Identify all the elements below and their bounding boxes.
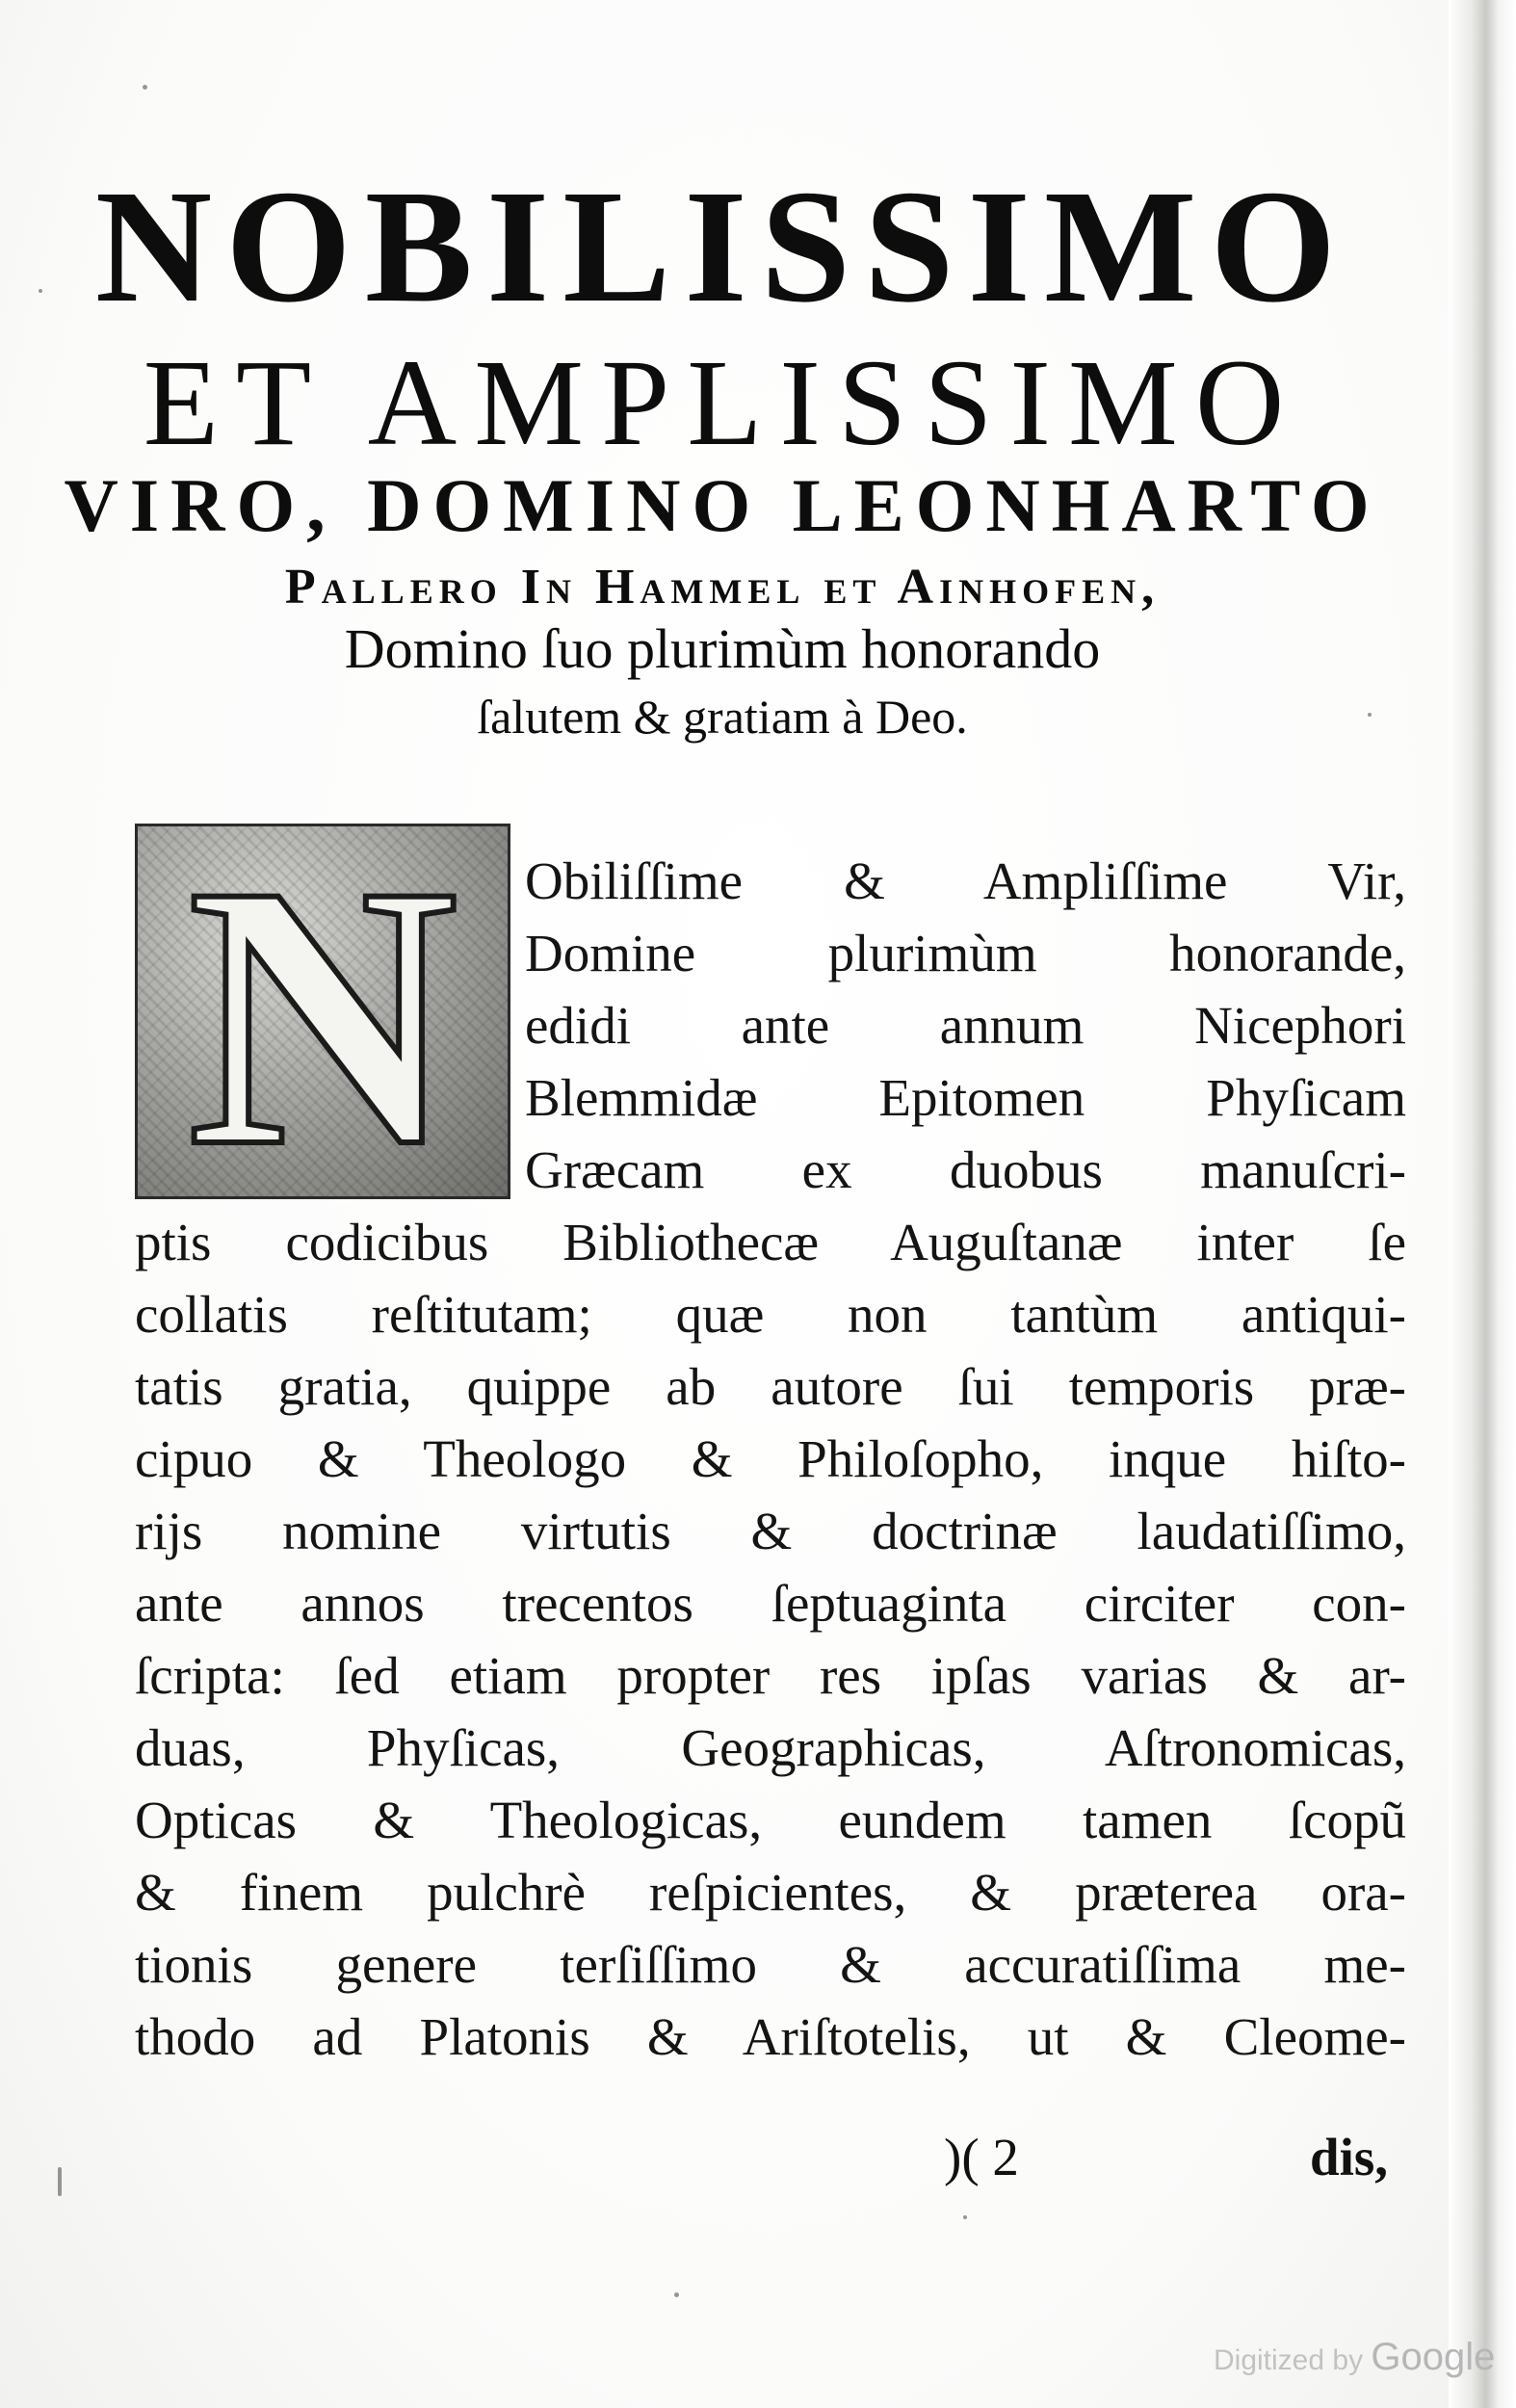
decorated-initial-letter: N bbox=[187, 824, 458, 1199]
scan-speck bbox=[963, 2215, 967, 2219]
body-line: ante annos trecentos ſeptuaginta circiter con- bbox=[135, 1574, 1406, 1633]
scan-speck bbox=[143, 85, 147, 90]
catchword: dis, bbox=[1310, 2128, 1389, 2186]
body-line: ſcripta: ſed etiam propter res ipſas varias & ar- bbox=[135, 1646, 1406, 1705]
title-line-6: ſalutem & gratiam à Deo. bbox=[477, 690, 968, 744]
signature-mark: )( 2 bbox=[944, 2128, 1019, 2186]
body-line: Græcam ex duobus manuſcri- bbox=[525, 1140, 1406, 1199]
decorated-initial bbox=[135, 824, 510, 1199]
scan-speck bbox=[58, 2167, 62, 2196]
body-line: tionis genere terſiſſimo & accuratiſſima me- bbox=[135, 1935, 1406, 1994]
body-line: thodo ad Platonis & Ariſtotelis, ut & Cleome- bbox=[135, 2007, 1406, 2066]
body-line: & finem pulchrè reſpicientes, & præterea ora- bbox=[135, 1863, 1406, 1922]
body-line: edidi ante annum Nicephori bbox=[525, 996, 1406, 1055]
body-line: Opticas & Theologicas, eundem tamen ſcopũ bbox=[135, 1791, 1406, 1849]
watermark-prefix: Digitized by bbox=[1214, 2344, 1364, 2376]
scan-speck bbox=[674, 2292, 679, 2297]
body-line: ptis codicibus Bibliothecæ Auguſtanæ inter ſe bbox=[135, 1213, 1406, 1271]
digitization-watermark bbox=[1214, 2336, 1495, 2379]
body-line: rijs nomine virtutis & doctrinæ laudatiſſimo, bbox=[135, 1502, 1406, 1560]
title-line-2: ET AMPLISSIMO bbox=[143, 334, 1302, 471]
body-line: duas, Phyſicas, Geographicas, Aſtronomicas, bbox=[135, 1718, 1406, 1777]
body-line: tatis gratia, quippe ab autore ſui temporis præ- bbox=[135, 1357, 1406, 1416]
title-line-1: NOBILISSIMO bbox=[94, 157, 1350, 336]
title-line-5: Domino ſuo plurimùm honorando bbox=[344, 617, 1101, 680]
title-line-4: Pallero In Hammel et Ainhofen, bbox=[284, 560, 1161, 615]
watermark-brand: Google bbox=[1371, 2336, 1496, 2378]
body-line: cipuo & Theologo & Philoſopho, inque hiſto- bbox=[135, 1429, 1406, 1488]
body-line: Blemmidæ Epitomen Phyſicam bbox=[525, 1068, 1406, 1127]
body-line: Domine plurimùm honorande, bbox=[525, 924, 1406, 982]
body-line: collatis reſtitutam; quæ non tantùm antiqui- bbox=[135, 1285, 1406, 1344]
title-line-3: VIRO, DOMINO LEONHARTO bbox=[64, 463, 1381, 547]
body-line: Obiliſſime & Ampliſſime Vir, bbox=[525, 851, 1406, 910]
page-gutter-shadow bbox=[1449, 0, 1516, 2408]
